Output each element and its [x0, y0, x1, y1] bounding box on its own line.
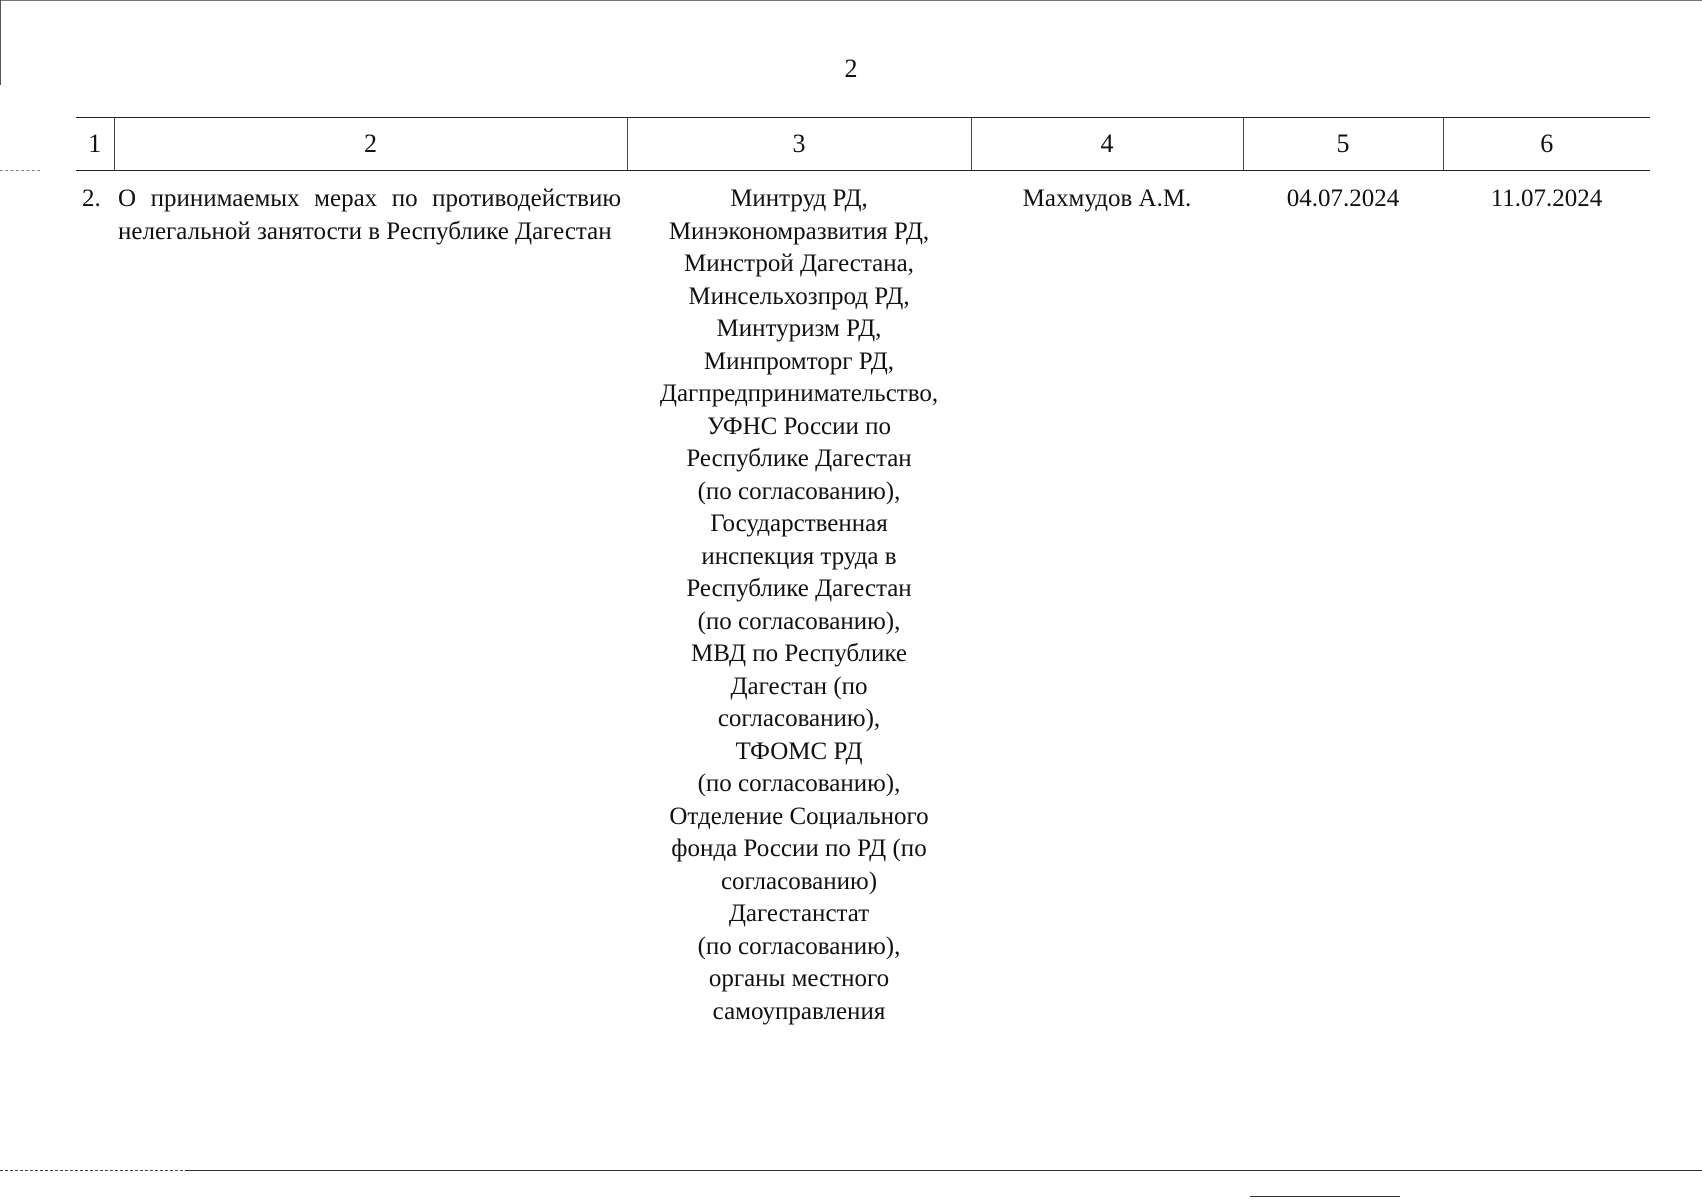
executor-line: Минтруд РД, — [730, 185, 868, 212]
header-col-4: 4 — [971, 118, 1243, 171]
row-responsible: Махмудов А.М. — [1022, 185, 1192, 212]
executor-line: органы местного — [708, 965, 890, 992]
executor-line: УФНС России по — [706, 412, 892, 440]
executor-line: (по согласованию), — [697, 477, 901, 505]
executor-line: МВД по Республике — [691, 640, 907, 667]
executor-line: инспекция труда в — [701, 542, 897, 570]
executor-line: (по согласованию), — [697, 770, 901, 797]
table-header — [76, 118, 1650, 171]
header-row — [76, 118, 1650, 171]
margin-mark — [0, 170, 40, 171]
page-bottom-rule — [185, 1170, 1702, 1171]
executor-line: Государственная — [710, 510, 888, 537]
executor-line: согласованию), — [717, 705, 881, 732]
row-date-review: 11.07.2024 — [1490, 185, 1603, 212]
executor-line: Дагестанстат — [728, 900, 870, 927]
page-top-edge — [0, 0, 1702, 1]
executor-line: Дагпредпринимательство, — [659, 380, 939, 407]
executor-line: Отделение Социального — [669, 802, 929, 830]
executor-line: фонда России по РД (по — [671, 835, 927, 862]
header-col-3: 3 — [627, 118, 971, 171]
row-date-submit: 04.07.2024 — [1286, 185, 1400, 212]
executor-line: Минсельхозпрод РД, — [688, 282, 910, 310]
executor-line: Минпромторг РД, — [703, 347, 895, 375]
plan-table — [76, 117, 1650, 1028]
table-row — [76, 171, 1650, 1029]
header-col-5: 5 — [1243, 118, 1443, 171]
executor-line: Республике Дагестан — [686, 445, 912, 472]
executor-line: Дагестан (по — [730, 672, 868, 700]
executor-line: согласованию) — [720, 867, 878, 895]
row-executors — [627, 171, 971, 1029]
executor-line: (по согласованию), — [697, 932, 901, 960]
page-number: 2 — [844, 54, 858, 83]
row-number: 2. — [82, 185, 101, 212]
header-col-6: 6 — [1443, 118, 1650, 171]
executor-line: Минтуризм РД, — [716, 315, 882, 342]
executor-line: (по согласованию), — [697, 607, 901, 635]
header-col-1: 1 — [76, 118, 114, 171]
executor-line: самоуправления — [712, 997, 886, 1025]
executor-line: Минстрой Дагестана, — [684, 250, 914, 277]
page-bottom-short-rule — [1250, 1196, 1400, 1197]
header-col-2: 2 — [114, 118, 627, 171]
executor-line: Республике Дагестан — [686, 575, 912, 602]
executor-line: ТФОМС РД — [735, 737, 863, 765]
row-title: О принимаемых мерах по противодействию нелегальной занятости в Республике Дагестан — [118, 185, 621, 245]
executor-line: Минэкономразвития РД, — [668, 217, 930, 245]
